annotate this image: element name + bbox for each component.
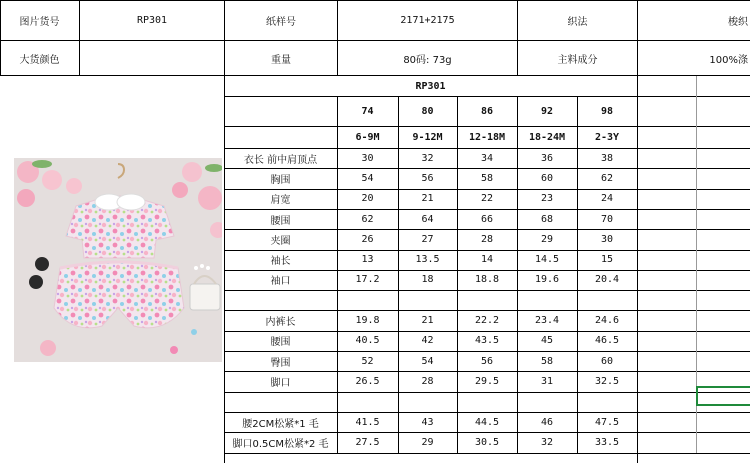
measure-value: 36 xyxy=(540,152,554,164)
age-header: 18-24M xyxy=(528,131,566,143)
measure-value: 15 xyxy=(600,254,614,266)
header-bulk-color-value xyxy=(80,41,224,75)
measure-label: 内裤长 xyxy=(265,317,296,329)
measure-value: 18 xyxy=(421,274,434,286)
measure-value: 21 xyxy=(421,315,434,327)
size-header: 92 xyxy=(540,105,554,117)
measure-value xyxy=(517,392,577,412)
measure-value: 42 xyxy=(421,335,434,347)
measure-value: 22 xyxy=(480,193,494,205)
measure-label xyxy=(224,290,337,310)
size-header: 86 xyxy=(480,105,494,117)
measure-label: 衣长 前中肩顶点 xyxy=(243,154,318,166)
romper-illustration xyxy=(14,158,222,362)
measure-value: 30 xyxy=(600,233,614,245)
measure-value: 13 xyxy=(361,254,374,266)
measure-label xyxy=(224,392,337,412)
header-fabric-value: 100%涤 xyxy=(709,54,748,66)
measure-value: 29 xyxy=(421,436,434,448)
measure-value: 29.5 xyxy=(474,375,500,387)
measure-value: 31 xyxy=(540,375,554,387)
header-bulk-color-label: 大货颜色 xyxy=(19,54,60,66)
measure-label: 肩宽 xyxy=(270,195,291,207)
measure-value: 21 xyxy=(421,193,434,205)
measure-value: 34 xyxy=(480,152,494,164)
measure-label: 腰2CM松紧*1 毛 xyxy=(242,418,319,430)
header-image-code-value: RP301 xyxy=(136,14,168,26)
measure-value xyxy=(577,290,637,310)
header-weave-label: 织法 xyxy=(567,16,588,28)
measure-value: 24 xyxy=(600,193,614,205)
size-header: 74 xyxy=(361,105,374,117)
measure-value: 52 xyxy=(361,355,374,367)
measure-value xyxy=(398,392,457,412)
measure-value: 13.5 xyxy=(415,254,440,266)
measure-value: 28 xyxy=(421,375,434,387)
measure-value: 58 xyxy=(540,355,554,367)
measure-label: 袖长 xyxy=(270,256,291,268)
age-header: 9-12M xyxy=(412,131,443,143)
measure-label: 脚口 xyxy=(270,377,291,389)
measure-value: 19.8 xyxy=(355,315,380,327)
header-weight-value: 80码: 73g xyxy=(403,54,452,66)
age-header: 6-9M xyxy=(355,131,380,143)
measure-value: 56 xyxy=(421,172,434,184)
measure-value: 27.5 xyxy=(355,436,380,448)
size-header: 80 xyxy=(421,105,434,117)
measure-value: 64 xyxy=(421,213,434,225)
measure-label: 夹圈 xyxy=(270,235,291,247)
age-header: 12-18M xyxy=(468,131,506,143)
measure-label: 袖口 xyxy=(270,276,291,288)
measure-value: 47.5 xyxy=(594,416,620,428)
table-title: RP301 xyxy=(415,80,446,92)
measure-value: 23 xyxy=(540,193,554,205)
measure-value: 29 xyxy=(540,233,554,245)
measure-value: 46.5 xyxy=(594,335,620,347)
measure-label: 脚口0.5CM松紧*2 毛 xyxy=(232,438,329,450)
measure-value: 44.5 xyxy=(474,416,500,428)
measure-value: 68 xyxy=(540,213,554,225)
measure-value: 26.5 xyxy=(355,375,380,387)
measure-value: 45 xyxy=(540,335,554,347)
measure-value: 60 xyxy=(540,172,554,184)
measure-value: 30 xyxy=(361,152,374,164)
header-image-code-label: 图片货号 xyxy=(19,16,60,28)
measure-value: 46 xyxy=(540,416,554,428)
measure-value: 62 xyxy=(361,213,374,225)
measure-label: 臀围 xyxy=(270,357,291,369)
measure-value xyxy=(337,290,398,310)
measure-value: 20.4 xyxy=(594,274,620,286)
measure-value: 24.6 xyxy=(594,315,620,327)
measure-value xyxy=(398,290,457,310)
measure-value: 18.8 xyxy=(474,274,500,286)
measure-value xyxy=(457,392,517,412)
measure-value: 14 xyxy=(480,254,494,266)
header-weight-label: 重量 xyxy=(271,54,291,66)
measure-value: 27 xyxy=(421,233,434,245)
measure-label: 胸围 xyxy=(270,174,291,186)
measure-value: 60 xyxy=(600,355,614,367)
measure-value: 54 xyxy=(361,172,374,184)
measure-value: 62 xyxy=(600,172,614,184)
measure-value: 17.2 xyxy=(355,274,380,286)
header-pattern-no-label: 纸样号 xyxy=(266,16,296,28)
measure-value: 40.5 xyxy=(355,335,380,347)
measure-value: 32 xyxy=(421,152,434,164)
measure-value: 19.6 xyxy=(534,274,560,286)
measure-value: 38 xyxy=(600,152,614,164)
measure-value xyxy=(457,290,517,310)
measure-value xyxy=(577,392,637,412)
product-photo xyxy=(14,158,222,362)
selected-cell[interactable] xyxy=(696,386,750,406)
measure-value: 56 xyxy=(480,355,494,367)
measure-value: 28 xyxy=(480,233,494,245)
size-header: 98 xyxy=(600,105,614,117)
header-fabric-label: 主料成分 xyxy=(557,54,598,66)
header-weave-value: 梭织 xyxy=(728,16,748,28)
measure-value: 43 xyxy=(421,416,434,428)
measure-value: 20 xyxy=(361,193,374,205)
measure-value: 43.5 xyxy=(474,335,500,347)
measure-label: 腰围 xyxy=(270,215,291,227)
measure-value: 33.5 xyxy=(594,436,620,448)
measure-value: 26 xyxy=(361,233,374,245)
measure-value: 32.5 xyxy=(594,375,620,387)
measure-value: 23.4 xyxy=(534,315,560,327)
measure-value: 58 xyxy=(480,172,494,184)
measure-value: 22.2 xyxy=(474,315,500,327)
measure-value: 70 xyxy=(600,213,614,225)
measure-value: 41.5 xyxy=(355,416,380,428)
measure-value xyxy=(517,290,577,310)
measure-value: 54 xyxy=(421,355,434,367)
measure-label: 腰围 xyxy=(270,337,291,349)
age-header: 2-3Y xyxy=(594,131,620,143)
measure-value xyxy=(337,392,398,412)
measure-value: 32 xyxy=(540,436,554,448)
measure-value: 30.5 xyxy=(474,436,500,448)
measure-value: 14.5 xyxy=(534,254,560,266)
header-pattern-no-value: 2171+2175 xyxy=(400,14,455,26)
measure-value: 66 xyxy=(480,213,494,225)
